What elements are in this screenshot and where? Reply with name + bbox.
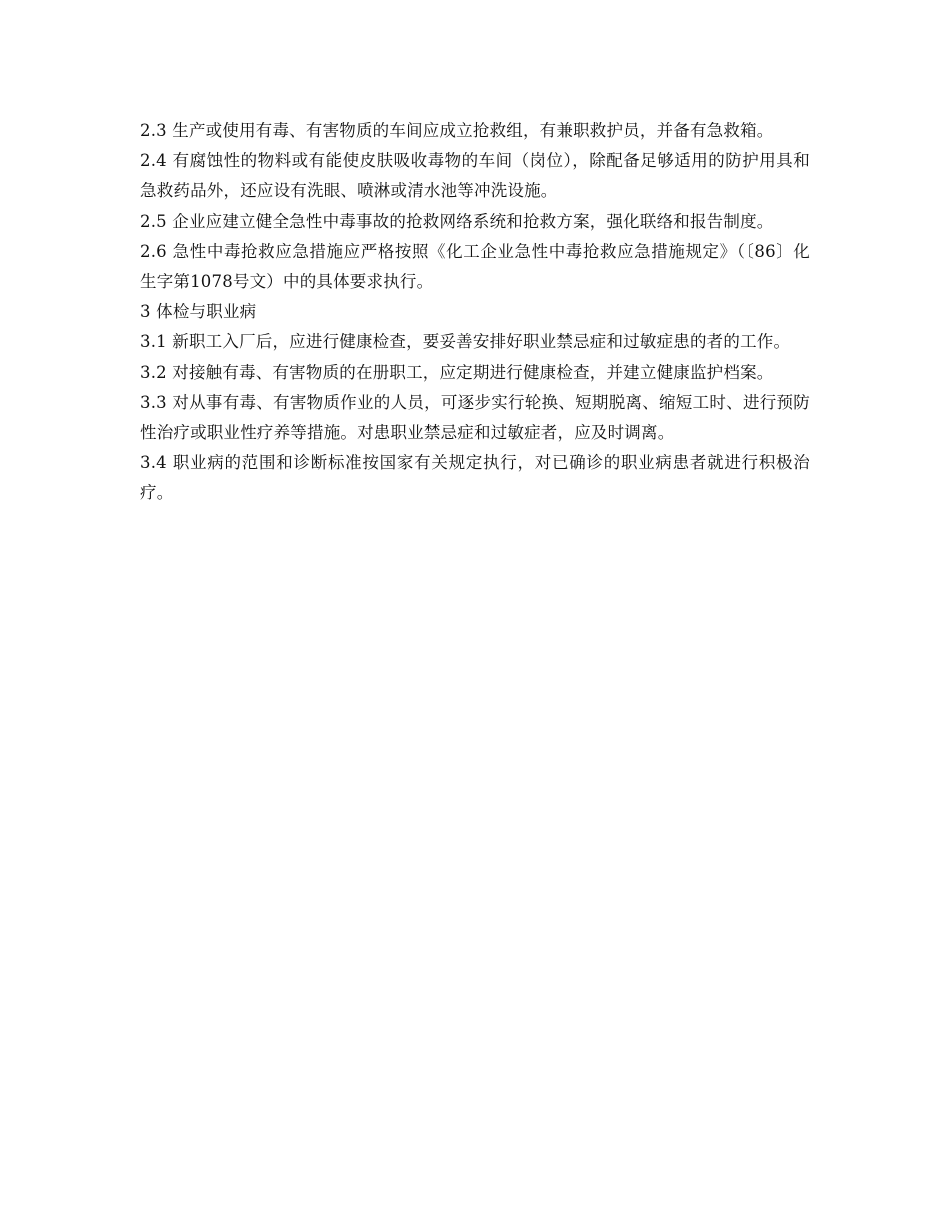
paragraph-3-1: 3.1 新职工入厂后，应进行健康检查，要妥善安排好职业禁忌症和过敏症患的者的工作。 — [140, 332, 791, 352]
document-body — [140, 116, 810, 509]
paragraph-3-3: 3.3 对从事有毒、有害物质作业的人员，可逐步实行轮换、短期脱离、缩短工时、进行预防性治疗或职业性疗养等措施。对患职业禁忌症和过敏症者，应及时调离。 — [140, 392, 810, 443]
paragraph-2-5: 2.5 企业应建立健全急性中毒事故的抢救网络系统和抢救方案，强化联络和报告制度。 — [140, 211, 774, 231]
paragraph-3-2: 3.2 对接触有毒、有害物质的在册职工，应定期进行健康检查，并建立健康监护档案。 — [140, 362, 774, 382]
section-heading-3: 3 体检与职业病 — [140, 302, 257, 322]
paragraph-2-6: 2.6 急性中毒抢救应急措施应严格按照《化工企业急性中毒抢救应急措施规定》（〔86〕化生字第1078号文）中的具体要求执行。 — [140, 241, 810, 292]
paragraph-3-4: 3.4 职业病的范围和诊断标准按国家有关规定执行，对已确诊的职业病患者就进行积极治疗。 — [140, 453, 810, 503]
paragraph-2-4: 2.4 有腐蚀性的物料或有能使皮肤吸收毒物的车间（岗位），除配备足够适用的防护用具和急救药品外，还应设有洗眼、喷淋或清水池等冲洗设施。 — [140, 151, 810, 201]
paragraph-2-3: 2.3 生产或使用有毒、有害物质的车间应成立抢救组，有兼职救护员，并备有急救箱。 — [140, 121, 774, 140]
